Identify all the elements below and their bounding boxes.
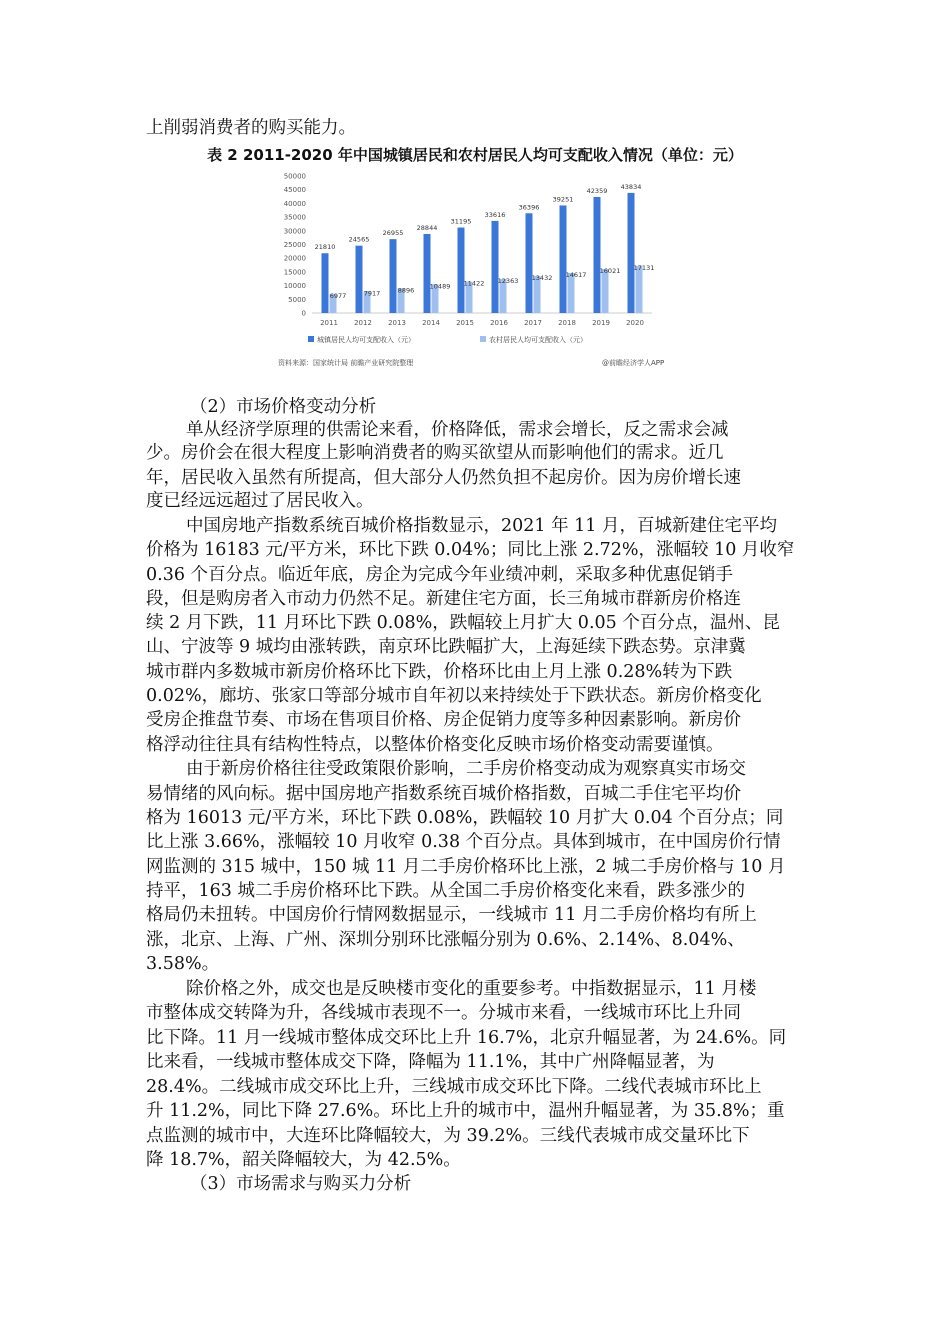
x-tick-label: 2016 <box>490 319 508 327</box>
y-tick-label: 10000 <box>283 282 306 291</box>
bar-urban <box>594 197 601 313</box>
data-label: 24565 <box>348 235 370 244</box>
data-label: 10489 <box>429 282 451 291</box>
text-line: 涨，北京、上海、广州、深圳分别环比涨幅分别为 0.6%、2.14%、8.04%、 <box>146 930 745 950</box>
bar-urban <box>356 246 363 313</box>
text-line: 单从经济学原理的供需论来看，价格降低，需求会增长，反之需求会减 <box>186 420 729 440</box>
text-line: 格为 16013 元/平方米，环比下跌 0.08%，跌幅较 10 月扩大 0.04 个百分点；同 <box>146 808 784 828</box>
bar-rural <box>602 269 609 313</box>
y-tick-label: 5000 <box>288 295 306 304</box>
table-caption: 表 2 2011-2020 年中国城镇居民和农村居民人均可支配收入情况（单位：元） <box>207 146 743 164</box>
text-line: 升 11.2%，同比下降 27.6%。环比上升的城市中，温州升幅显著，为 35.8%；重 <box>146 1101 785 1121</box>
bar-urban <box>322 253 329 313</box>
text-line: 网监测的 315 城中，150 城 11 月二手房价格环比上涨，2 城二手房价格与 10 月 <box>146 857 786 877</box>
text-line: 城市群内多数城市新房价格环比下跌，价格环比由上月上涨 0.28%转为下跌 <box>146 662 733 682</box>
data-label: 6977 <box>329 291 347 300</box>
data-label: 33616 <box>484 210 506 219</box>
data-label: 39251 <box>552 195 574 204</box>
data-label: 11422 <box>463 279 485 288</box>
data-label: 26955 <box>382 229 404 238</box>
y-tick-label: 50000 <box>283 172 306 181</box>
bar-rural <box>568 273 575 313</box>
text-line: 受房企推盘节奏、市场在售项目价格、房企促销力度等多种因素影响。新房价 <box>146 710 741 730</box>
x-tick-label: 2018 <box>558 319 576 327</box>
bar-urban <box>526 213 533 313</box>
y-tick-label: 0 <box>301 309 306 318</box>
x-tick-label: 2017 <box>524 319 542 327</box>
x-tick-label: 2015 <box>456 319 474 327</box>
text-line: 山、宁波等 9 城均由涨转跌，南京环比跌幅扩大，上海延续下跌态势。京津冀 <box>146 637 746 657</box>
text-line: 市整体成交转降为升，各线城市表现不一。分城市来看，一线城市环比上升同 <box>146 1003 741 1023</box>
text-line: 除价格之外，成交也是反映楼市变化的重要参考。中指数据显示，11 月楼 <box>186 979 757 999</box>
text-line: 年，居民收入虽然有所提高，但大部分人仍然负担不起房价。因为房价增长速 <box>146 468 741 488</box>
bar-urban <box>390 239 397 313</box>
bar-urban <box>628 193 635 313</box>
y-tick-label: 35000 <box>283 213 306 222</box>
data-label: 42359 <box>586 186 608 195</box>
x-tick-label: 2020 <box>626 319 644 327</box>
x-tick-label: 2012 <box>354 319 372 327</box>
legend-label: 农村居民人均可支配收入（元） <box>489 336 587 344</box>
data-label: 7917 <box>363 289 381 298</box>
data-label: 13432 <box>531 274 553 283</box>
legend-swatch <box>480 336 486 342</box>
data-label: 21810 <box>314 243 336 252</box>
x-tick-label: 2013 <box>388 319 406 327</box>
text-line: 上削弱消费者的购买能力。 <box>146 118 356 138</box>
text-line: 由于新房价格往往受政策限价影响，二手房价格变动成为观察真实市场交 <box>186 759 746 779</box>
section-heading: （2）市场价格变动分析 <box>190 397 377 417</box>
data-label: 43834 <box>620 182 642 191</box>
text-line: 点监测的城市中，大连环比降幅较大，为 39.2%。三线代表城市成交量环比下 <box>146 1126 750 1146</box>
income-bar-chart <box>270 166 690 351</box>
text-line: 比下降。11 月一线城市整体成交环比上升 16.7%，北京升幅显著，为 24.6%。同 <box>146 1028 787 1048</box>
text-line: 比上涨 3.66%，涨幅较 10 月收窄 0.38 个百分点。具体到城市，在中国房价行情 <box>146 832 781 852</box>
bar-urban <box>424 234 431 313</box>
data-label: 8896 <box>397 286 415 295</box>
y-tick-label: 25000 <box>283 241 306 249</box>
data-label: 14617 <box>565 270 587 279</box>
data-label: 12363 <box>497 277 519 286</box>
text-line: 0.36 个百分点。临近年底，房企为完成今年业绩冲刺，采取多种优惠促销手 <box>146 565 734 585</box>
text-line: 0.02%，廊坊、张家口等部分城市自年初以来持续处于下跌状态。新房价格变化 <box>146 686 762 706</box>
legend-swatch <box>308 336 314 342</box>
bar-urban <box>560 205 567 313</box>
text-line: 中国房地产指数系统百城价格指数显示，2021 年 11 月，百城新建住宅平均 <box>186 516 777 536</box>
section-heading: （3）市场需求与购买力分析 <box>190 1174 412 1194</box>
text-line: 段，但是购房者入市动力仍然不足。新建住宅方面，长三角城市群新房价格连 <box>146 589 741 609</box>
text-line: 3.58%。 <box>146 954 220 974</box>
x-tick-label: 2011 <box>320 319 338 327</box>
x-tick-label: 2019 <box>592 319 610 327</box>
text-line: 少。房价会在很大程度上影响消费者的购买欲望从而影响他们的需求。近几 <box>146 443 724 463</box>
data-label: 16021 <box>599 267 621 276</box>
y-tick-label: 30000 <box>283 227 306 236</box>
text-line: 易情绪的风向标。据中国房地产指数系统百城价格指数，百城二手住宅平均价 <box>146 784 741 804</box>
text-line: 28.4%。二线城市成交环比上升，三线城市成交环比下降。二线代表城市环比上 <box>146 1077 762 1097</box>
text-line: 格浮动往往具有结构性特点，以整体价格变化反映市场价格变动需要谨慎。 <box>146 735 724 755</box>
y-tick-label: 45000 <box>283 186 306 195</box>
x-tick-label: 2014 <box>422 319 440 327</box>
bar-urban <box>492 221 499 313</box>
data-label: 28844 <box>416 223 438 232</box>
data-label: 36396 <box>518 203 540 212</box>
data-label: 31195 <box>450 217 472 226</box>
y-tick-label: 40000 <box>283 199 306 208</box>
text-line: 降 18.7%，韶关降幅较大，为 42.5%。 <box>146 1150 461 1170</box>
text-line: 持平，163 城二手房价格环比下跌。从全国二手房价格变化来看，跌多涨少的 <box>146 881 745 901</box>
text-line: 度已经远远超过了居民收入。 <box>146 491 374 511</box>
data-label: 17131 <box>633 264 655 273</box>
bar-urban <box>458 228 465 313</box>
legend-label: 城镇居民人均可支配收入（元） <box>317 336 415 344</box>
text-line: 续 2 月下跌，11 月环比下跌 0.08%，跌幅较上月扩大 0.05 个百分点，温州、昆 <box>146 613 780 633</box>
text-line: 比来看，一线城市整体成交下降，降幅为 11.1%，其中广州降幅显著，为 <box>146 1052 715 1072</box>
source-note: 资料来源：国家统计局 前瞻产业研究院整理 <box>278 359 414 367</box>
text-line: 格局仍未扭转。中国房价行情网数据显示，一线城市 11 月二手房价格均有所上 <box>146 905 757 925</box>
y-tick-label: 15000 <box>283 268 306 277</box>
bar-rural <box>636 266 643 313</box>
y-tick-label: 20000 <box>283 254 306 263</box>
text-line: 价格为 16183 元/平方米，环比下跌 0.04%；同比上涨 2.72%，涨幅较 10 月收窄 <box>146 540 795 560</box>
source-brand: @前瞻经济学人APP <box>602 359 665 367</box>
